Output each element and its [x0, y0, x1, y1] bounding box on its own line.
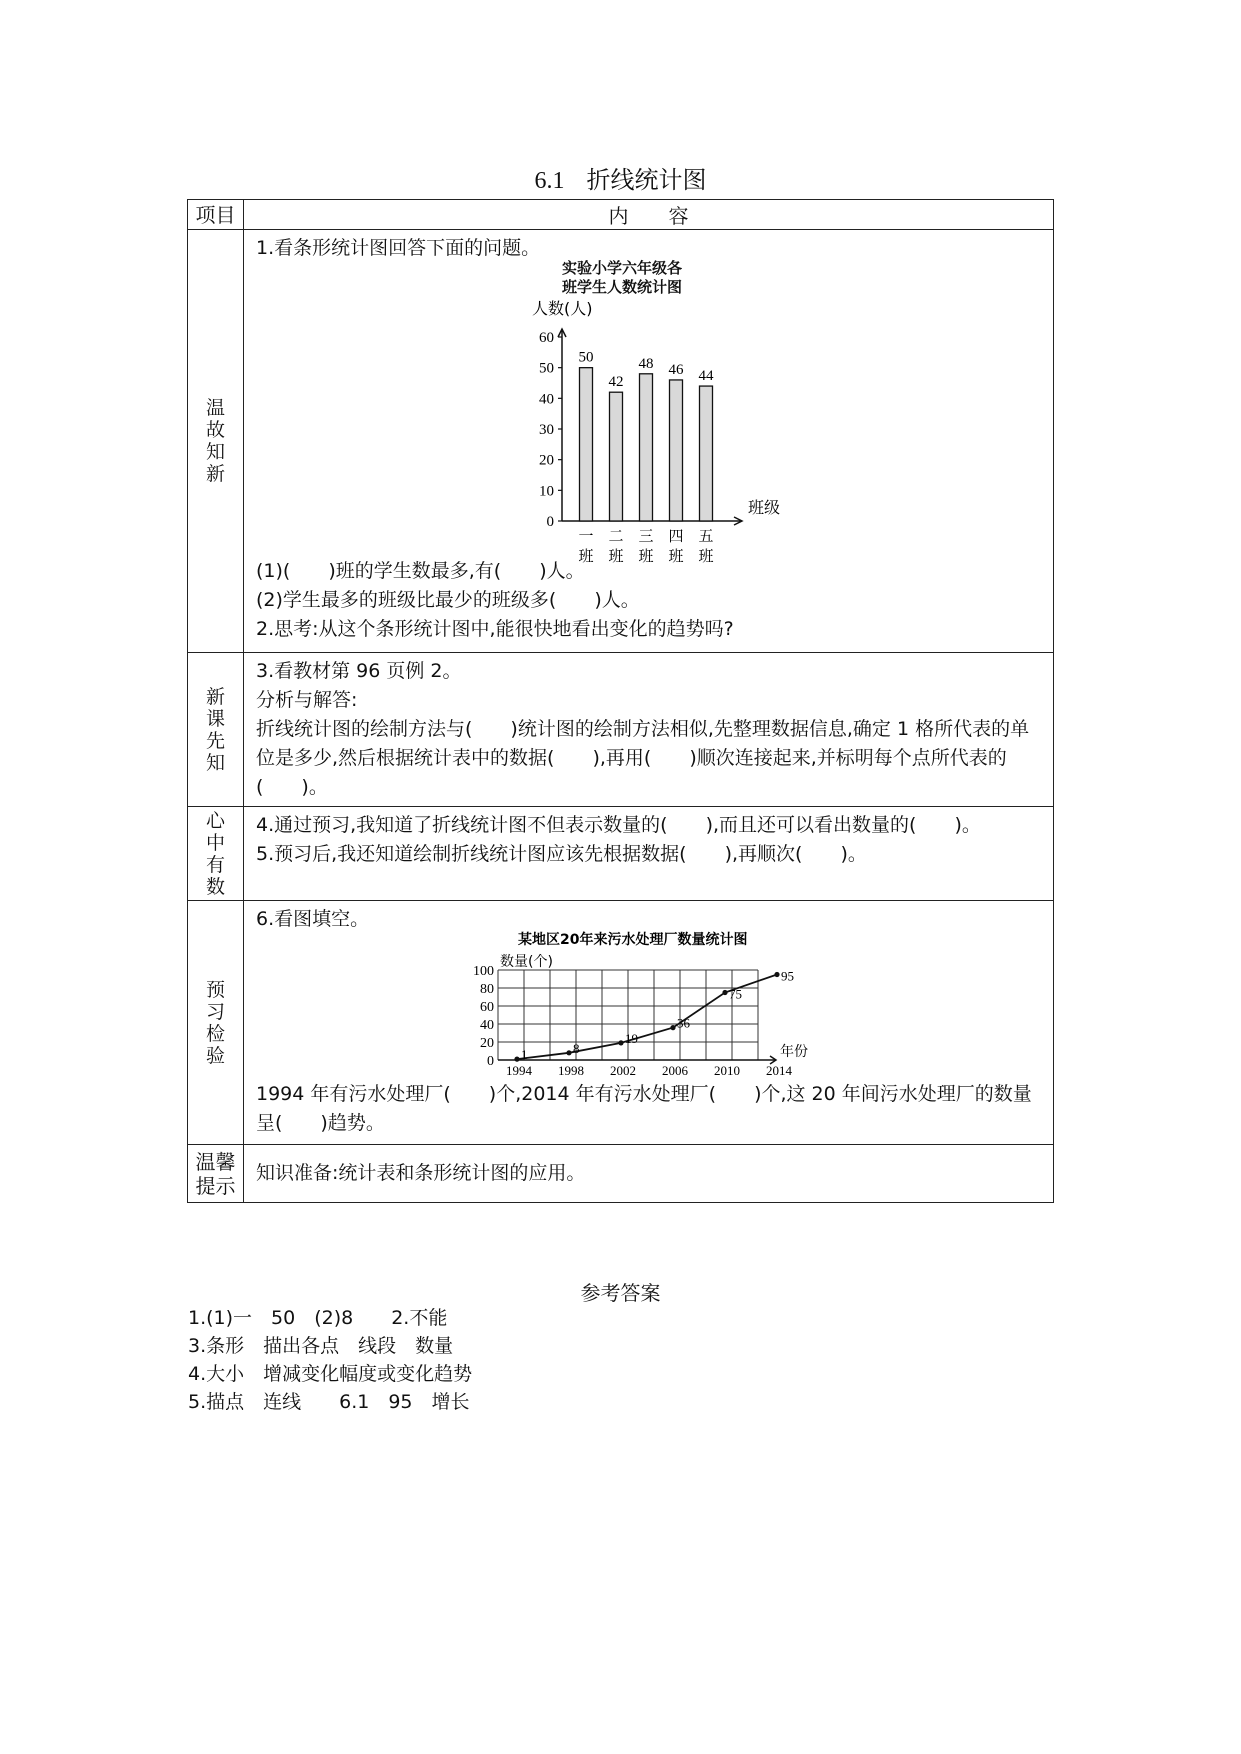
line-data-label: 19: [625, 1030, 638, 1046]
bar-chart-title-line2: 班学生人数统计图: [562, 278, 683, 296]
line-point: [566, 1050, 571, 1055]
answer-line: 1.(1)一 50 (2)8 2.不能: [188, 1307, 448, 1329]
question-6a: 1994 年有污水处理厂( )个,2014 年有污水处理厂( )个,这 20 年间污水处理厂的数量呈( )趋势。: [256, 1083, 1032, 1134]
section-label-xinzhong: 心 中 有 数: [188, 807, 244, 901]
question-1b: (2)学生最多的班级比最少的班级多( )人。: [256, 589, 640, 611]
bar-category-label: 五: [698, 527, 714, 545]
line-data-label: 75: [729, 986, 742, 1002]
page-title: [0, 160, 1241, 195]
bar: [580, 368, 593, 521]
bar-data-label: 44: [698, 368, 714, 385]
answer-line: 5.描点 连线 6.1 95 增长: [188, 1391, 470, 1413]
question-4: 4.通过预习,我知道了折线统计图不但表示数量的( ),而且还可以看出数量的( )。: [256, 814, 981, 836]
line-point: [722, 990, 727, 995]
line-point: [514, 1057, 519, 1062]
line-data-label: 95: [781, 968, 794, 984]
bar-category-label: 四: [668, 527, 684, 545]
bar-data-label: 42: [608, 374, 624, 391]
bar-y-tick-label: 0: [546, 514, 554, 530]
line-y-tick-label: 40: [480, 1018, 494, 1033]
answer-line: 4.大小 增减变化幅度或变化趋势: [188, 1363, 473, 1385]
bar-y-tick-label: 60: [539, 330, 554, 346]
bar: [670, 380, 683, 521]
line-chart-title: 某地区20年来污水处理厂数量统计图: [518, 932, 748, 948]
section-label-tishi: 温馨 提示: [188, 1145, 244, 1203]
worksheet-table: [187, 199, 1054, 1203]
bar-chart-ylabel: 人数(人): [532, 299, 593, 318]
question-2: 2.思考:从这个条形统计图中,能很快地看出变化的趋势吗?: [256, 618, 734, 640]
bar-data-label: 50: [578, 349, 594, 366]
line-x-tick-label: 1998: [558, 1063, 584, 1078]
bar-y-tick-label: 50: [539, 360, 554, 377]
line-data-label: 1: [521, 1047, 528, 1063]
line-chart-xlabel: 年份: [780, 1044, 808, 1060]
line-x-tick-label: 2006: [662, 1063, 688, 1078]
line-point: [774, 972, 779, 977]
question-1a: (1)( )班的学生数最多,有( )人。: [256, 560, 585, 582]
line-chart: [468, 930, 868, 1080]
section-label-wengu: 温 故 知 新: [188, 230, 244, 653]
question-1: 1.看条形统计图回答下面的问题。: [256, 237, 541, 259]
bar-chart: [524, 259, 784, 569]
question-3: 3.看教材第 96 页例 2。: [256, 660, 462, 682]
section-label-yuxi: 预 习 检 验: [188, 901, 244, 1145]
line-data-label: 8: [573, 1040, 580, 1056]
answers-title: 参考答案: [580, 1281, 661, 1305]
line-x-tick-label: 2002: [610, 1063, 636, 1078]
line-x-tick-label: 1994: [506, 1063, 532, 1078]
question-3a: 分析与解答:: [256, 689, 358, 711]
question-3b: 折线统计图的绘制方法与( )统计图的绘制方法相似,先整理数据信息,确定 1 格所代表的单位是多少,然后根据统计表中的数据( ),再用( )顺次连接起来,并标明每个点所代表的( )。: [256, 718, 1030, 798]
title-number: 6.1: [534, 168, 565, 194]
bar-data-label: 48: [638, 355, 654, 372]
header-content: 内 容: [244, 200, 1054, 230]
bar-y-tick-label: 30: [539, 422, 554, 438]
bar-category-label: 班: [698, 547, 714, 565]
header-item: 项目: [188, 200, 244, 230]
line-y-tick-label: 60: [480, 1000, 494, 1015]
bar-chart-title-line1: 实验小学六年级各: [562, 259, 683, 277]
line-y-tick-label: 80: [480, 982, 494, 997]
question-6: 6.看图填空。: [256, 908, 370, 930]
bar-y-tick-label: 40: [539, 391, 554, 408]
bar: [610, 392, 623, 521]
line-x-tick-label: 2010: [714, 1063, 740, 1078]
line-point: [618, 1040, 623, 1045]
bar-y-tick-label: 10: [539, 483, 554, 500]
bar-category-label: 班: [578, 547, 594, 565]
bar-category-label: 班: [608, 547, 624, 565]
question-5: 5.预习后,我还知道绘制折线统计图应该先根据数据( ),再顺次( )。: [256, 843, 867, 865]
bar-category-label: 三: [638, 527, 654, 545]
line-y-tick-label: 20: [480, 1036, 494, 1051]
bar-chart-xlabel: 班级: [748, 498, 781, 517]
answer-line: 3.条形 描出各点 线段 数量: [188, 1335, 454, 1357]
bar-category-label: 班: [638, 547, 654, 565]
line-chart-ylabel: 数量(个): [500, 954, 553, 970]
title-text: 折线统计图: [586, 166, 707, 194]
line-x-tick-label: 2014: [766, 1063, 792, 1078]
bar-y-tick-label: 20: [539, 452, 554, 469]
section-label-xinke: 新 课 先 知: [188, 653, 244, 807]
bar: [640, 374, 653, 521]
bar-category-label: 班: [668, 547, 684, 565]
line-y-tick-label: 100: [473, 964, 494, 979]
bar-category-label: 二: [608, 527, 624, 545]
bar-data-label: 46: [668, 361, 684, 378]
line-y-tick-label: 0: [487, 1054, 494, 1069]
bar-category-label: 一: [578, 527, 594, 545]
line-data-label: 36: [677, 1015, 690, 1031]
answers-list: [188, 1304, 472, 1416]
tip-text: 知识准备:统计表和条形统计图的应用。: [256, 1162, 586, 1184]
line-point: [670, 1025, 675, 1030]
bar: [700, 386, 713, 521]
